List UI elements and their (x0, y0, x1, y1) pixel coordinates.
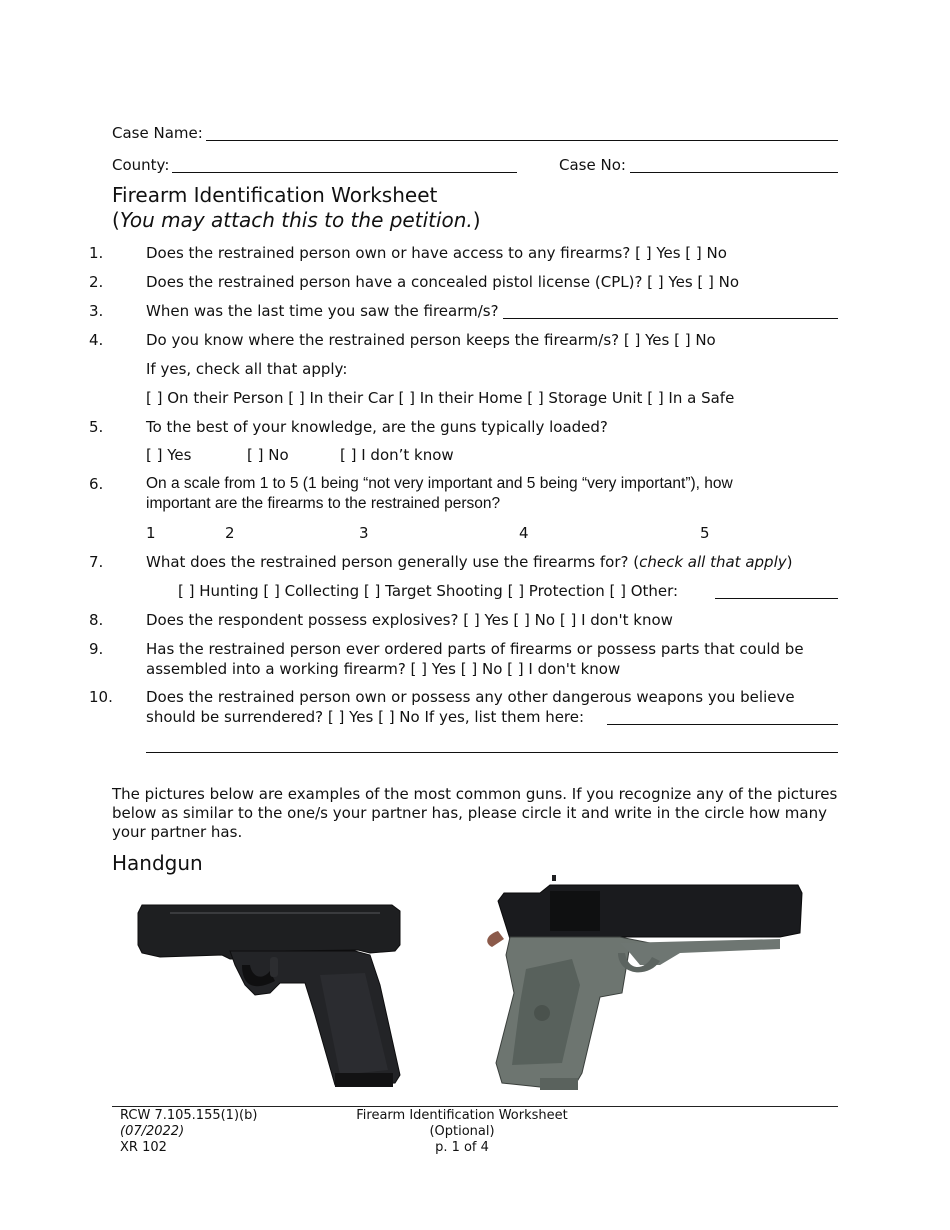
glock-pistol-image[interactable] (130, 895, 415, 1100)
magazine-base-shape (540, 1078, 578, 1090)
question-5-text: To the best of your knowledge, are the guns typically loaded? (146, 418, 608, 436)
question-number: 10. (89, 688, 113, 706)
grip-screw-shape (534, 1005, 550, 1021)
question-number: 7. (89, 553, 104, 571)
weapons-list-field-2[interactable] (146, 752, 838, 753)
hammer-shape (487, 931, 504, 947)
footer-page: p. 1 of 4 (435, 1140, 489, 1155)
question-number: 4. (89, 331, 104, 349)
case-name-field[interactable] (206, 140, 838, 141)
question-number: 3. (89, 302, 104, 320)
question-9-line-2: assembled into a working firearm? [ ] Yes [ ] No [ ] I don't know (146, 660, 621, 678)
footer-optional: (Optional) (429, 1124, 495, 1139)
last-seen-field[interactable] (503, 318, 838, 319)
loaded-no-option[interactable]: [ ] No (247, 446, 289, 464)
pictures-intro: The pictures below are examples of the most common guns. If you recognize any of the pictures below as similar to the one/s your partner has, please circle it and write in the circle how many your partner has. (112, 785, 838, 841)
case-name-label: Case Name: (112, 124, 203, 142)
question-4-text: Do you know where the restrained person keeps the firearm/s? [ ] Yes [ ] No (146, 331, 716, 349)
question-number: 2. (89, 273, 104, 291)
scale-option-3[interactable]: 3 (359, 524, 369, 542)
loaded-yes-option[interactable]: [ ] Yes (146, 446, 192, 464)
page-title: Firearm Identification Worksheet (112, 183, 438, 207)
question-number: 9. (89, 640, 104, 658)
question-4-options: [ ] On their Person [ ] In their Car [ ] In their Home [ ] Storage Unit [ ] In a Safe (146, 389, 735, 407)
slide-shape (498, 885, 802, 941)
question-7-options: [ ] Hunting [ ] Collecting [ ] Target Shooting [ ] Protection [ ] Other: (178, 582, 679, 600)
trigger-shape (270, 957, 278, 977)
question-1-text: Does the restrained person own or have access to any firearms? [ ] Yes [ ] No (146, 244, 727, 262)
section-heading-handgun: Handgun (112, 851, 203, 875)
county-label: County: (112, 156, 170, 174)
question-number: 5. (89, 418, 104, 436)
question-number: 8. (89, 611, 104, 629)
front-sight-shape (552, 875, 556, 881)
question-9-line-1: Has the restrained person ever ordered parts of firearms or possess parts that could be (146, 640, 804, 658)
footer-center (342, 1108, 582, 1156)
question-8-text: Does the respondent possess explosives? [ ] Yes [ ] No [ ] I don't know (146, 611, 673, 629)
question-3-text: When was the last time you saw the firearm/s? (146, 302, 499, 320)
footer-divider (112, 1106, 838, 1107)
colt-1911-pistol-image[interactable] (480, 873, 805, 1098)
scale-option-5[interactable]: 5 (700, 524, 710, 542)
scale-option-1[interactable]: 1 (146, 524, 156, 542)
other-use-field[interactable] (715, 598, 838, 599)
weapons-list-field[interactable] (607, 724, 838, 725)
question-number: 1. (89, 244, 104, 262)
frame-rail-shape (620, 939, 780, 965)
footer-title: Firearm Identification Worksheet (356, 1108, 568, 1123)
page-subtitle: (You may attach this to the petition.) (112, 208, 481, 232)
question-10-line-1: Does the restrained person own or possess any other dangerous weapons you believe (146, 688, 795, 706)
case-no-label: Case No: (559, 156, 626, 174)
footer-left (120, 1108, 257, 1156)
question-6-line-1: On a scale from 1 to 5 (1 being “not very important and 5 being “very important”), how (146, 475, 733, 492)
question-2-text: Does the restrained person have a concealed pistol license (CPL)? [ ] Yes [ ] No (146, 273, 740, 291)
footer-date: (07/2022) (120, 1124, 185, 1139)
case-no-field[interactable] (630, 172, 838, 173)
question-number: 6. (89, 475, 104, 493)
question-10-line-2: should be surrendered? [ ] Yes [ ] No If yes, list them here: (146, 708, 585, 726)
scale-option-4[interactable]: 4 (519, 524, 529, 542)
magazine-base-shape (335, 1073, 393, 1087)
loaded-dont-know-option[interactable]: [ ] I don’t know (340, 446, 454, 464)
county-field[interactable] (172, 172, 517, 173)
footer-rcw: RCW 7.105.155(1)(b) (120, 1108, 258, 1123)
question-6-line-2: important are the firearms to the restrained person? (146, 495, 501, 512)
slide-serrations-shape (550, 891, 600, 931)
scale-option-2[interactable]: 2 (225, 524, 235, 542)
question-4-followup: If yes, check all that apply: (146, 360, 348, 378)
question-7-text: What does the restrained person generally use the firearms for? (check all that apply) (146, 553, 793, 571)
footer-form-id: XR 102 (120, 1140, 167, 1155)
